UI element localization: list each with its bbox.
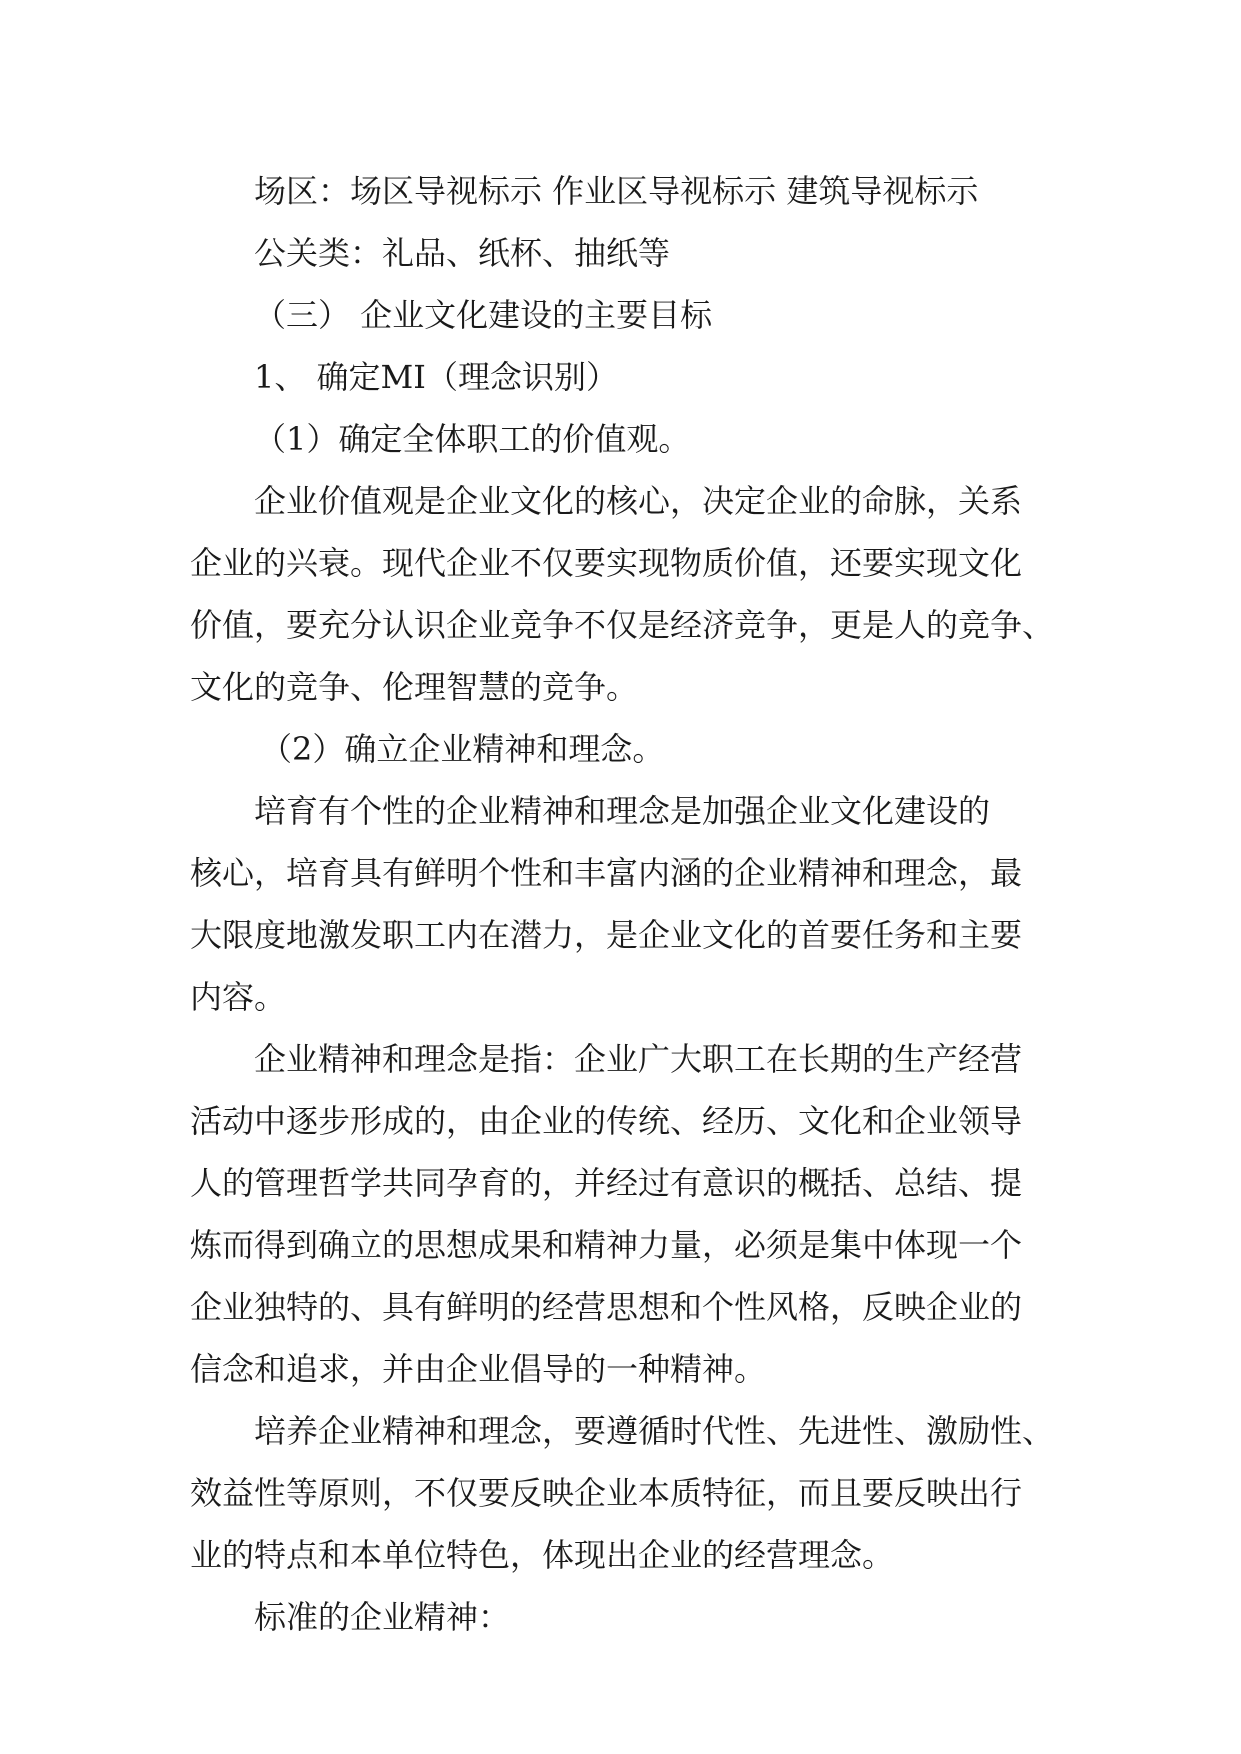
item-heading: （2）确立企业精神和理念。 xyxy=(260,730,665,768)
paragraph-line: 企业的兴衰。现代企业不仅要实现物质价值，还要实现文化 xyxy=(190,544,1023,582)
paragraph-line: 核心，培育具有鲜明个性和丰富内涵的企业精神和理念，最 xyxy=(190,854,1023,892)
paragraph-line: 培养企业精神和理念，要遵循时代性、先进性、激励性、 xyxy=(254,1412,1055,1450)
section-heading: （三） 企业文化建设的主要目标 xyxy=(254,296,713,334)
paragraph-line: 效益性等原则，不仅要反映企业本质特征，而且要反映出行 xyxy=(190,1474,1023,1512)
paragraph-line: 企业精神和理念是指：企业广大职工在长期的生产经营 xyxy=(254,1040,1023,1078)
paragraph-line: 公关类：礼品、纸杯、抽纸等 xyxy=(254,234,671,272)
paragraph-line: 活动中逐步形成的，由企业的传统、经历、文化和企业领导 xyxy=(190,1102,1023,1140)
item-heading: （1）确定全体职工的价值观。 xyxy=(254,420,691,458)
paragraph-line: 企业价值观是企业文化的核心，决定企业的命脉，关系 xyxy=(254,482,1023,520)
paragraph-line: 炼而得到确立的思想成果和精神力量，必须是集中体现一个 xyxy=(190,1226,1023,1264)
paragraph-line: 培育有个性的企业精神和理念是加强企业文化建设的 xyxy=(254,792,991,830)
paragraph-line: 内容。 xyxy=(190,978,287,1016)
subsection-heading: 1、 确定MI（理念识别） xyxy=(254,358,618,396)
paragraph-line: 企业独特的、具有鲜明的经营思想和个性风格，反映企业的 xyxy=(190,1288,1023,1326)
paragraph-line: 场区：场区导视标示 作业区导视标示 建筑导视标示 xyxy=(254,172,979,210)
paragraph-line: 大限度地激发职工内在潜力，是企业文化的首要任务和主要 xyxy=(190,916,1023,954)
paragraph-line: 标准的企业精神： xyxy=(254,1598,511,1636)
paragraph-line: 业的特点和本单位特色，体现出企业的经营理念。 xyxy=(190,1536,895,1574)
paragraph-line: 信念和追求，并由企业倡导的一种精神。 xyxy=(190,1350,767,1388)
paragraph-line: 价值，要充分认识企业竞争不仅是经济竞争，更是人的竞争、 xyxy=(190,606,1055,644)
paragraph-line: 人的管理哲学共同孕育的，并经过有意识的概括、总结、提 xyxy=(190,1164,1023,1202)
paragraph-line: 文化的竞争、伦理智慧的竞争。 xyxy=(190,668,639,706)
document-body xyxy=(190,160,1055,1648)
